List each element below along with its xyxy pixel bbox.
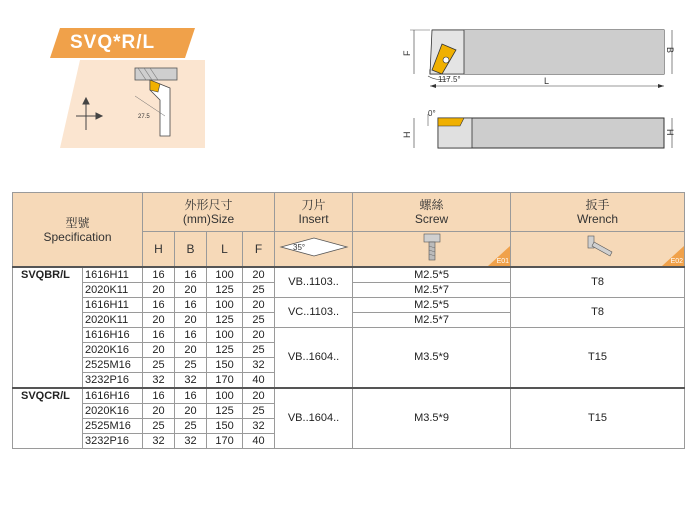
header-dims: 外形尺寸 (mm)Size xyxy=(143,193,275,232)
title-badge xyxy=(50,28,195,58)
svg-text:35°: 35° xyxy=(292,243,305,252)
top-view-drawing xyxy=(398,14,678,96)
wrench-cell: T8 xyxy=(511,298,685,328)
group-name: SVQCR/L xyxy=(13,388,83,404)
svg-text:B: B xyxy=(665,47,675,54)
wrench-code: E02 xyxy=(670,258,684,265)
wrench-icon-cell xyxy=(511,232,685,268)
header-col-B: B xyxy=(175,232,207,268)
wrench-icon xyxy=(578,232,618,262)
table-row: 2525M16 25 25 150 32 xyxy=(13,419,685,434)
badge-title: SVQ*R/L xyxy=(70,32,156,53)
table-row: 3232P16 32 32 170 40 xyxy=(13,434,685,449)
header-spec: 型號 Specification xyxy=(13,193,143,268)
header-col-H: H xyxy=(143,232,175,268)
svg-text:F: F xyxy=(402,50,412,56)
header-row-top xyxy=(13,193,685,232)
screw-icon-cell xyxy=(353,232,511,268)
svg-text:27.5: 27.5 xyxy=(138,114,150,120)
svg-text:117.5°: 117.5° xyxy=(438,75,461,84)
spec-table xyxy=(12,192,685,449)
insert-shape-cell xyxy=(275,232,353,268)
table-row: 2020K11 20 20 125 25 M2.5*7 xyxy=(13,283,685,298)
wrench-cell: T15 xyxy=(511,388,685,449)
svg-text:H: H xyxy=(665,129,675,136)
table-row: SVQBR/L 1616H11 16 16 100 20 VB..1103.. M2.5*5 T8 xyxy=(13,267,685,283)
table-row: SVQCR/L 1616H16 16 16 100 20 VB..1604.. M3.5*9 T15 xyxy=(13,388,685,404)
table-row: 1616H11 16 16 100 20 VC..1103.. M2.5*5 T8 xyxy=(13,298,685,313)
screw-cell: M3.5*9 xyxy=(353,388,511,449)
header-insert: 刀片 Insert xyxy=(275,193,353,232)
insert-cell: VB..1103.. xyxy=(275,267,353,298)
svg-text:H: H xyxy=(402,131,412,138)
screw-cell: M3.5*9 xyxy=(353,328,511,389)
insert-cell: VC..1103.. xyxy=(275,298,353,328)
table-row: 2020K11 20 20 125 25 M2.5*7 xyxy=(13,313,685,328)
header-col-F: F xyxy=(243,232,275,268)
setup-illustration xyxy=(60,60,205,148)
header-screw: 螺絲 Screw xyxy=(353,193,511,232)
header-wrench: 扳手 Wrench xyxy=(511,193,685,232)
wrench-cell: T15 xyxy=(511,328,685,389)
svg-text:L: L xyxy=(544,76,550,86)
table-row: 3232P16 32 32 170 40 xyxy=(13,373,685,389)
header-col-L: L xyxy=(207,232,243,268)
group-name: SVQBR/L xyxy=(13,267,83,283)
screw-icon xyxy=(412,232,452,262)
wrench-cell: T8 xyxy=(511,267,685,298)
table-row: 1616H16 16 16 100 20 VB..1604.. M3.5*9 T15 xyxy=(13,328,685,343)
table-row: 2020K16 20 20 125 25 xyxy=(13,343,685,358)
side-view-drawing xyxy=(398,106,678,158)
svg-text:0°: 0° xyxy=(428,109,436,118)
insert-diamond-icon xyxy=(279,235,349,259)
screw-code: E01 xyxy=(496,258,510,265)
insert-cell: VB..1604.. xyxy=(275,388,353,449)
table-row: 2525M16 25 25 150 32 xyxy=(13,358,685,373)
insert-cell: VB..1604.. xyxy=(275,328,353,389)
table-row: 2020K16 20 20 125 25 xyxy=(13,404,685,419)
